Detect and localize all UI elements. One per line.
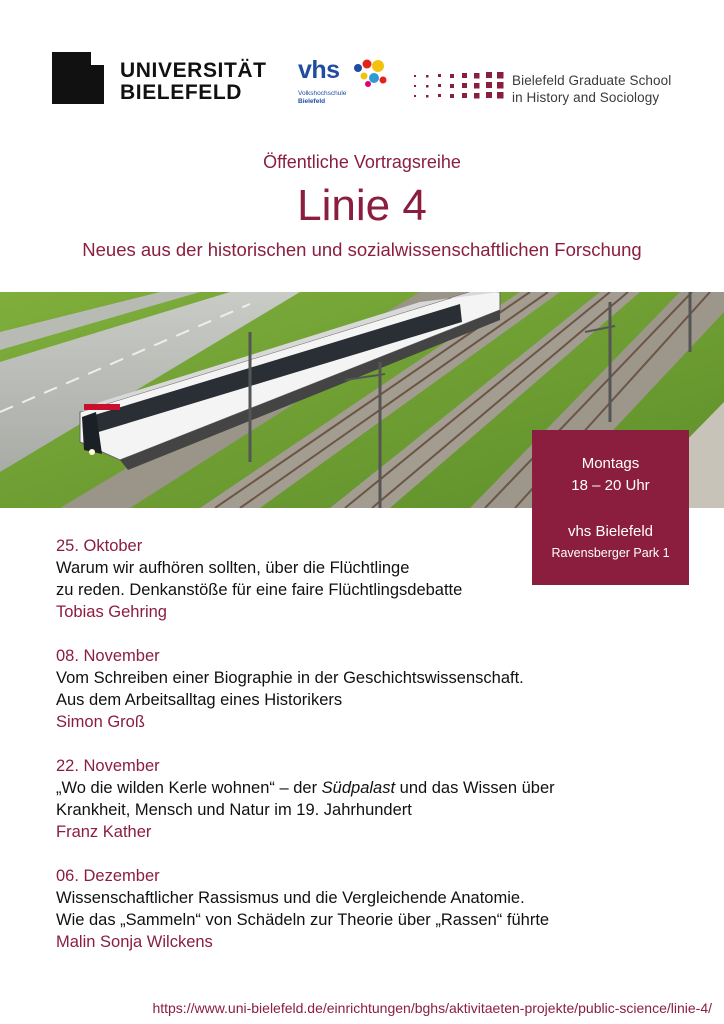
talk-title-line: Wissenschaftlicher Rassismus und die Vergleichende Anatomie. (56, 889, 525, 907)
talk-title-pre: „Wo die wilden Kerle wohnen“ – der (56, 779, 322, 797)
talk-item (56, 535, 676, 623)
talk-title-line (56, 777, 676, 799)
university-logo-mark (52, 52, 104, 104)
talk-title-emphasis: Südpalast (321, 779, 396, 797)
bghs-dot-grid-icon (414, 72, 506, 104)
talk-title-line: Aus dem Arbeitsalltag eines Historikers (56, 691, 343, 709)
vhs-subtitle-line1: Volkshochschule (298, 90, 347, 97)
title-block (0, 150, 724, 262)
talk-date: 25. Oktober (56, 537, 143, 555)
venue-address: Ravensberger Park 1 (551, 546, 670, 560)
bghs-name-line1: Bielefeld Graduate School (512, 73, 672, 88)
series-label: Öffentliche Vortragsreihe (263, 152, 461, 172)
talk-item (56, 865, 676, 953)
vhs-dots-icon (352, 58, 388, 88)
talk-title-line: zu reden. Denkanstöße für eine faire Flüchtlingsdebatte (56, 581, 463, 599)
talk-title-line: Vom Schreiben einer Biographie in der Geschichtswissenschaft. (56, 669, 524, 687)
vhs-logo (298, 56, 398, 112)
header-logos (0, 0, 724, 120)
talk-speaker: Tobias Gehring (56, 603, 167, 621)
university-name-line2: BIELEFELD (120, 81, 243, 104)
talk-speaker: Franz Kather (56, 823, 152, 841)
talk-title (56, 887, 676, 931)
talk-title-line: Wie das „Sammeln“ von Schädeln zur Theorie über „Rassen“ führte (56, 911, 550, 929)
talk-title (56, 667, 676, 711)
talk-title-line: Krankheit, Mensch und Natur im 19. Jahrhundert (56, 801, 412, 819)
vhs-wordmark: vhs (298, 56, 340, 84)
talk-title-line: Warum wir aufhören sollten, über die Flüchtlinge (56, 559, 410, 577)
page-subtitle: Neues aus der historischen und sozialwissenschaftlichen Forschung (82, 239, 642, 260)
talk-date: 08. November (56, 647, 160, 665)
university-name (120, 60, 267, 104)
talk-speaker: Simon Groß (56, 713, 145, 731)
schedule-time: 18 – 20 Uhr (571, 477, 650, 494)
talk-title (56, 557, 676, 601)
footer-url-link[interactable]: https://www.uni-bielefeld.de/einrichtungen/bghs/aktivitaeten-projekte/public-science/linie-4/ (152, 1000, 712, 1016)
schedule-day: Montags (581, 455, 640, 472)
bghs-name (512, 72, 671, 106)
university-name-line1: UNIVERSITÄT (120, 59, 267, 82)
venue-name: vhs Bielefeld (567, 523, 654, 540)
talk-item (56, 645, 676, 733)
page-title: Linie 4 (297, 181, 427, 230)
talk-date: 22. November (56, 757, 160, 775)
talk-speaker: Malin Sonja Wilckens (56, 933, 213, 951)
talk-item (56, 755, 676, 843)
vhs-subtitle-line2: Bielefeld (298, 98, 326, 105)
talk-list (56, 535, 676, 975)
talk-date: 06. Dezember (56, 867, 160, 885)
talk-title (56, 777, 676, 821)
talk-title-post: und das Wissen über (395, 779, 555, 797)
bghs-name-line2: in History and Sociology (512, 90, 660, 105)
vhs-subtitle (298, 90, 346, 106)
